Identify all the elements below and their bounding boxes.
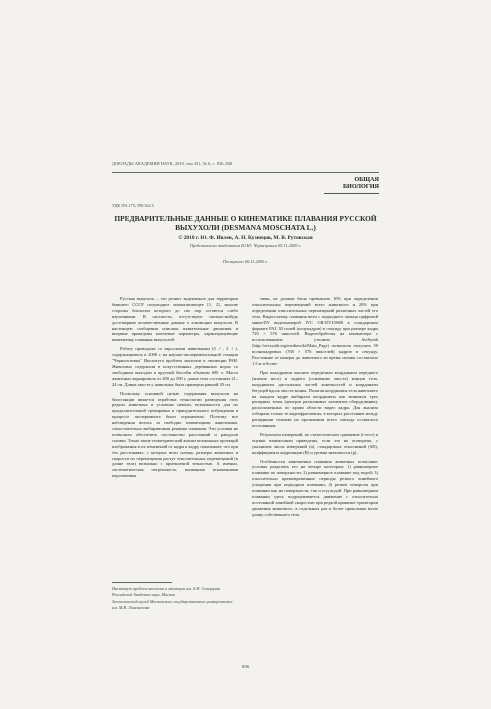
footnote-1: Институт проблем экологии и эволюции им. А.Н. Северцова Российской Академии наук, Москва xyxy=(112,586,221,597)
right-paragraph-1: тивы, не должна была превышать 10% при определении относительных перемещений всего животного и 20% при определении относительных перемещений различных частей его тела. Видеосъемку плавания вели с подводного оконца цифровой мини-DV видеокамерой JVC GR-DVL9600 в стандартном формате PAL 30 полей (полукадров) в секунду при размере кадра 720 × 576 пикселей. Видеообработка на компьютере с использованием утилиты AviSynth (http://avisynth.org/mediawiki/Main_Page) позволила получить 50 полнокадровых (768 × 576 пикселей) кадров в секунду. Расстояние от камеры до животного во время съемки составляло 1.5 м и более. xyxy=(252,296,378,366)
article-authors: © 2010 г. Ю. Ф. Ивлев, А. Н. Кузнецов, М. В. Рутовская xyxy=(178,235,313,241)
journal-header: ДОКЛАДЫ АКАДЕМИИ НАУК, 2010, том 431, № 6, с. 836–840 xyxy=(112,161,233,166)
page-number: 836 xyxy=(242,664,249,669)
article-title: ПРЕДВАРИТЕЛЬНЫЕ ДАННЫЕ О КИНЕМАТИКЕ ПЛАВАНИЯ РУССКОЙ ВЫХУХОЛИ (DESMANA MOSCHATA L.) xyxy=(114,214,377,232)
header-rule xyxy=(112,172,379,173)
section-label-line2: БИОЛОГИЯ xyxy=(342,183,379,190)
presented-by: Представлено академиком Ю.Ю. Чернецовым 05.11.2009 г. xyxy=(189,243,302,248)
section-label-line1: ОБЩАЯ xyxy=(354,176,379,183)
left-paragraph-3: Поскольку основной целью содержания выхухоли на биостанции является отработка технологии разведения этих редких животных в условиях неволи, возможности для их продолжительной тренировки и принудительного побуждения в процессе эксперимента были ограничены. Поэтому все наблюдения велись за свободно плавающими животными, самостоятельно выбиравшими режимы плавания. Эти условия не позволили обеспечить постоянство расстояний и ракурсов съемки. Точно такие геометрический анализ возможных проекций изображения и их изменений от кадра к кадру показывает, что при тех расстояниях, с которых вели съемку, размеры животных и скорости их перемещения растут относительных перемещений (в длине тела) возможно с приемлемой точностью. А именно, систематическая погрешность, вызванная искажениями перспективы xyxy=(112,390,238,479)
section-label xyxy=(343,176,379,190)
left-paragraph-1: Русская выхухоль – это реликт эндемичное для территории бывшего СССР полуводное млекопитающее [1, 2], многие стороны биологии которого до сих пор остаются слабо изученными. В частности, отсутствуют сколько-нибудь достоверные количественные данные о локомоции выхухоли. В настоящем сообщении описаны плавательные движения и впервые приведены ключевые параметры, характеризующие кинематику плавания выхухолей. xyxy=(112,296,238,343)
left-column xyxy=(112,296,238,479)
footnote-rule xyxy=(112,582,172,583)
right-paragraph-4: Особенности кинематики плавания животных позволяют условно разделить его на четыре категории: 1) равномерное плавание по поверхности; 2) равномерное плавание под водой; 3) относительно кратковременные периоды резкого линейного ускорения при подводном плавании; 4) резкие повороты при плавании как на поверхности, так и под водой. При равномерном плавании здесь подразумевается движение с относительно постоянной линейной скоростью при редкой кривизне траектории движения животного, в отдельных раз в более прошлыми возле длину собственного тела. xyxy=(252,458,378,517)
left-paragraph-2: Работу проводили со взрослыми животными (3 ♂, 2 ♀), содержащимися в 2008 г. на научно-экспериментальной станции "Черноголовка" Института проблем экологии и эволюции РАН. Животных содержали в искусственных деревянных норах со свободным выходом в круглый бассейн объемом 600 л. Масса животных варьировала от 400 до 500 г, длина тела составляла 21–24 см. Длина хвоста у животных была примерно равной 20 см. xyxy=(112,346,238,387)
udk-code: УДК 591.175; 599.362.5 xyxy=(112,203,154,208)
section-rule xyxy=(324,193,379,194)
right-paragraph-3: Результаты измерений, их статистическое сравнение (t-тест) и оценки взаимосвязи приведены, если это не оговорено, с указанием числа измерений (n), стандартных отклонений (SD), коэффициента корреляции (R) и уровня значимости (p). xyxy=(252,431,378,455)
right-paragraph-2: При покадровом анализе определяли координаты переднего (кончик носа) и заднего (основание хвоста) концов тела, координаты дистальных частей конечностей и координаты бегущей вдоль хвоста волны. Полагая координаты тела животного на каждом кадре выбирали координаты как минимум трех реперных точек (центров различимых элементов оборудования), расположенных по краям области видео кадра. Для анализа отбирали только те видеофрагменты, в которых расстояние между реперными точками на протяжении всего эпизода оставалось постоянным. xyxy=(252,369,378,429)
footnote-2: Зоологический музей Московского государственного университета им. М.В. Ломоносова xyxy=(112,599,233,610)
title-block xyxy=(112,214,379,265)
right-column xyxy=(252,296,378,518)
received-date: Поступило 06.11.2009 г. xyxy=(222,259,269,264)
footnotes xyxy=(112,586,238,610)
